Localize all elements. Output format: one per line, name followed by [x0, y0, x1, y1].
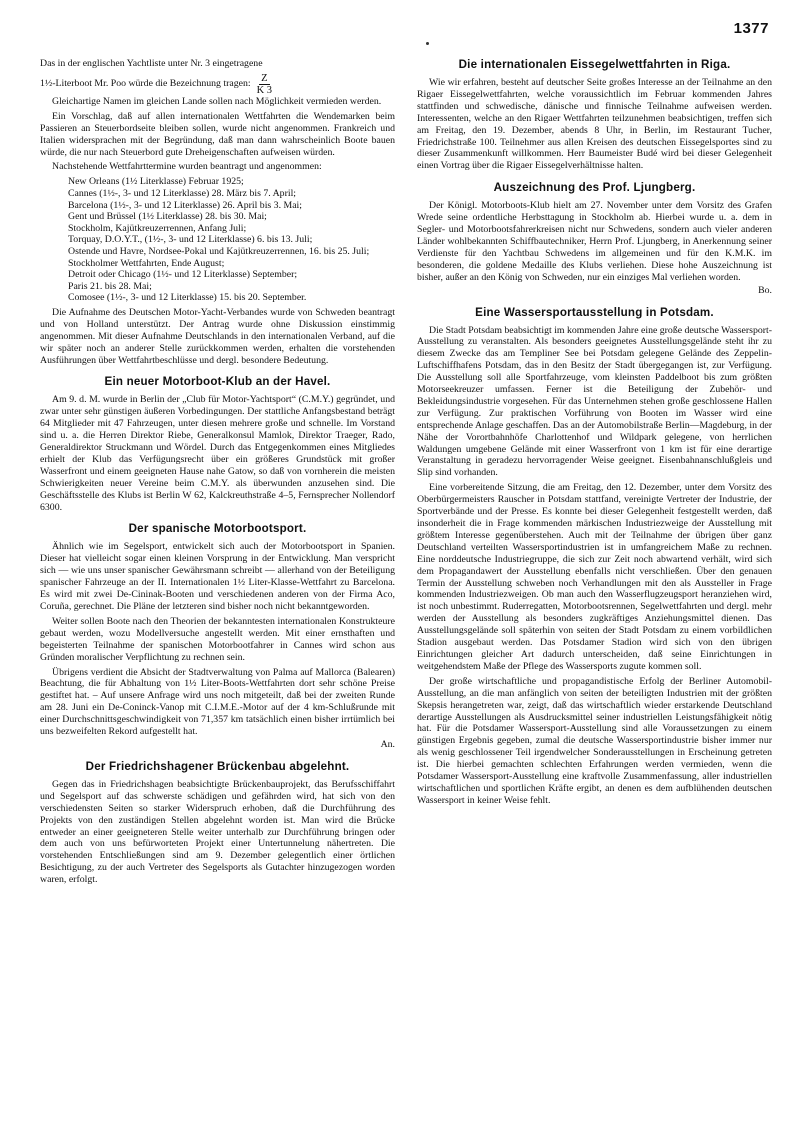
intro-paragraph-3: Ein Vorschlag, daß auf allen internationalen Wettfahrten die Wendemarken beim Passieren an Steuerbordseite bleiben sollen, wurde nicht angenommen. Frankreich und Italien widersprachen mit der Begründung, daß man dann wahrscheinlich Boote bauen würde, die nur nach Steuerbord gute Dreheigenschaften aufweisen würden.	[40, 110, 395, 158]
intro-paragraph-1: Das in der englischen Yachtliste unter Nr. 3 eingetragene	[40, 58, 263, 69]
race-date-item: New Orleans (1½ Literklasse) Februar 1925;	[68, 176, 244, 188]
spanish-paragraph-2: Weiter sollen Boote nach den Theorien der bekanntesten internationalen Konstrukteure gebaut werden, wozu Modellversuche angestellt werden. Mit einer ernsthaften und begeisterten Teilnahme der spanischen Motorbootfahrer in Cannes wird schon aus Gründen moralischer Verpflichtung zu rechnen sein.	[40, 615, 395, 663]
potsdam-paragraph-3: Der große wirtschaftliche und propagandistische Erfolg der Berliner Automobil-Ausstellung, an die man anfänglich von seiten der beteiligten Industrien mit der größten Skepsis herangetreten war, zeigt, daß das wirtschaftlich wieder erstarkende Deutschland derartige Ausstellungen als Ausdrucksmittel seiner industriellen Leistungsfähigkeit nötig hat. Für die Potsdamer Wassersport-Ausstellung sind alle Voraussetzungen zu einem günstigen Ergebnis gegeben, zumal die deutsche Wassersportindustrie bisher immer nur als wenig geschlossener Teil irgendwelcher Sonderausstellungen in Erscheinung getreten ist. Die hierbei gemachten schlechten Erfahrungen werden vermieden, wenn die Potsdamer Wassersport-Ausstellung eine kraftvolle Zusammenfassung, aller industriellen wirtschaftlichen und sportlichen Kräfte ergibt, an denen es dem aufblühenden deutschen Wassersport in keiner Weise fehlt.	[417, 675, 772, 806]
print-mark	[426, 42, 429, 45]
potsdam-paragraph-2: Eine vorbereitende Sitzung, die am Freitag, den 12. Dezember, unter dem Vorsitz des Oberbürgermeisters Rauscher in Potsdam stattfand, vereinigte Vertreter der Industrie, der Sportverbände und der Presse. Es konnte bei dieser Gelegenheit festgestellt werden, daß insonderheit die in Frage kommenden märkischen Industriezweige der Ausstellung mit größtem Interesse gegenüberstehen. Auch mit der Teilnahme der übrigen über ganz Deutschland verteilten Wassersportindustrien ist in umfangreichem Maße zu rechnen. Eine norddeutsche Industriegruppe, die sich zur Zeit noch abwartend verhält, wird sich dem Propagandawert der Ausstellung ebenfalls nicht verschließen. Über den genauen Termin der Ausstellung schweben noch Verhandlungen mit den als Aussteller in Frage kommenden Industriezweigen. Ob man auch den Wasserflugzeugsport heranziehen wird, ist noch unbestimmt. Ruderregatten, Motorbootsrennen, Segelwettfahrten und dergl. mehr werden der Ausstellung als besonders zugkräftiges Anziehungsmittel dienen. Das Ausstellungsgelände soll späterhin von seiten der Stadt Potsdam zu einem vorbildlichen Stadion ausgebaut werden. Das Potsdamer Stadion wird sich von den übrigen Einrichtungen gleicher Art dadurch unterscheiden, daß seine Einrichtungen in weitgehendstem Maße der Pflege des Wassersports zugute kommen soll.	[417, 482, 772, 672]
intro-paragraph-5: Die Aufnahme des Deutschen Motor-Yacht-Verbandes wurde von Schweden beantragt und von Holland unterstützt. Der Antrag wurde ohne Diskussion einstimmig angenommen. Mit dieser Aufnahme Deutschlands in den internationalen Verband, auf die wir später noch an anderer Stelle zurückkommen werden, erhalten die vorstehenden Ausführungen über Wettfahrtbeschlüsse und dergl. besondere Bedeutung.	[40, 306, 395, 366]
designation-text: 1½-Literboot Mr. Poo würde die Bezeichnung tragen:	[40, 78, 251, 90]
ljungberg-paragraph: Der Königl. Motorboots-Klub hielt am 27. November unter dem Vorsitz des Grafen Wrede seine ordentliche Herbsttagung in Stockholm ab. Hierbei wurde u. a. dem in Segler- und Motorbootsfahrerkreisen nicht nur Schwedens, sondern auch vieler anderen Länder wohlbekannten Schiffbautechniker, Herrn Prof. Ljungberg, in Anerkennung seiner Verdienste für den Yachtbau Schwedens im allgemeinen und für den K.M.K. im besonderen, die goldene Medaille des Klubs verliehen. Diese hohe Auszeichnung ist bisher, außer an den König von Schweden, nur ein einziges Mal verliehen worden.	[417, 200, 772, 283]
race-date-item: Stockholm, Kajütkreuzerrennen, Anfang Juli;	[68, 222, 247, 234]
page-number: 1377	[733, 20, 769, 37]
fraction-denominator: K 3	[256, 84, 273, 96]
havel-paragraph: Am 9. d. M. wurde in Berlin der „Club für Motor-Yachtsport“ (C.M.Y.) gegründet, und zwar unter sehr günstigen äußeren Vorbedingungen. Der stattliche Anfangsbestand beträgt 64 Mitglieder mit 47 Fahrzeugen, unter diesen mehrere große und schnelle. Im Vorstand sind u. a. die Herren Direktor Riebe, Generalkonsul Mamlok, Direktor Traeger, Rado, Generaldirektor Struckmann und Wördel. Durch das Entgegenkommen eines Mitgliedes erhielt der Klub das Verfügungsrecht über ein größeres Grundstück mit großer Wasserfront und einem geeigneten Hause nahe Gatow, so daß von vornherein die meisten Schwierigkeiten neuer Vereine beim C.M.Y. als überwunden anzusehen sind. Die Geschäftsstelle des Klubs ist Berlin W 62, Kalckreuthstraße 4–5, Fernsprecher Nollendorf 6300.	[40, 394, 395, 513]
intro-paragraph-4: Nachstehende Wettfahrttermine wurden beantragt und angenommen:	[52, 161, 322, 173]
ljungberg-signature: Bo.	[758, 284, 772, 296]
havel-heading: Ein neuer Motorboot-Klub an der Havel.	[104, 375, 331, 389]
race-date-item: Detroit oder Chicago (1½- und 12 Literklasse) September;	[68, 269, 298, 281]
spanish-paragraph-1: Ähnlich wie im Segelsport, entwickelt sich auch der Motorbootsport in Spanien. Dieser hat vielleicht sogar einen kleinen Vorsprung in der Entwicklung. Man verspricht sich — wie uns unser spanischer Gewährsmann schreibt — allerhand von der Beteiligung spanischer Fahrzeuge an der II. Internationalen 1½ Liter-Klasse-Wettfahrt zu Barcelona. Es wird mit zwei De-Cininak-Booten und verschiedenen anderen von der Firma Aco, Coruña, gerechnet. Die Pläne der letzteren sind bisher noch nicht bekanntgeworden.	[40, 541, 395, 612]
fraction-numerator: Z	[261, 72, 268, 84]
race-date-item: Cannes (1½-, 3- und 12 Literklasse) 28. März bis 7. April;	[68, 187, 297, 199]
spanish-paragraph-3: Übrigens verdient die Absicht der Stadtverwaltung von Palma auf Mallorca (Balearen) Beachtung, die für Abhaltung von 1½ Liter-Boots-Wettfahrten dort sehr schöne Preise gestiftet hat. – Auf unsere Anfrage wird uns noch mitgeteilt, daß bei der zweiten Runde am 28. Juni ein De-Coninck-Vanop mit C.I.M.E.-Motor auf der 4 km-Schlußrunde mit einer Durchschnittsgeschwindigkeit von 71,357 km tatsächlich einen bisher irrtümlich bei uns bezweifelten Rekord aufgestellt hat.	[40, 666, 395, 738]
race-date-item: Comosee (1½-, 3- und 12 Literklasse) 15. bis 20. September.	[68, 292, 307, 304]
race-date-item: Torquay, D.O.Y.T., (1½-, 3- und 12 Literklasse) 6. bis 13. Juli;	[68, 234, 313, 246]
race-date-item: Stockholmer Wettfahrten, Ende August;	[68, 257, 225, 269]
left-column	[40, 58, 395, 889]
ljungberg-heading: Auszeichnung des Prof. Ljungberg.	[493, 181, 696, 195]
race-date-item: Paris 21. bis 28. Mai;	[68, 280, 152, 292]
intro-paragraph-2: Gleichartige Namen im gleichen Lande sollen nach Möglichkeit vermieden werden.	[52, 95, 382, 107]
race-date-item: Ostende und Havre, Nordsee-Pokal und Kajütkreuzerrennen, 16. bis 25. Juli;	[68, 245, 370, 257]
potsdam-paragraph-1: Die Stadt Potsdam beabsichtigt im kommenden Jahre eine große deutsche Wassersport-Ausstellung zu veranstalten. Als besonders geeignetes Ausstellungsgelände steht ihr zu diesem Zwecke das am Templiner See bei Potsdam gelegene Gelände des Zeppelin-Luftschiffhafens Potsdam, das in den Besitz der Stadt übergegangen ist, zur Verfügung. Die Ausstellung soll alle Sportfahrzeuge, vom kleinsten Paddelboot bis zum größten Motorseekreuzer umfassen. Ferner ist die Beteiligung der Zubehör- und Bekleidungsindustrie vorgesehen. Für das Unternehmen stehen große geschlossene Hallen zur Verfügung. Zur praktischen Vorführung von Booten im Wasser wird eine entsprechende Anlage geschaffen. Das an der Automobilstraße Berlin—Magdeburg, in der Nähe der Vorortbahnhöfe Charlottenhof und Wildpark gelegene, von herrlichen Waldungen umgebene Gelände mit einer Wasserfront von 1 km ist für eine derartige Veranstaltung in geradezu hervorragender Weise geeignet. Eisenbahnanschlußgleis und Slip sind vorhanden.	[417, 324, 772, 479]
spanish-signature: An.	[380, 738, 395, 750]
designation-fraction	[255, 73, 274, 96]
race-date-item: Gent und Brüssel (1½ Literklasse) 28. bis 30. Mai;	[68, 211, 267, 223]
spanish-heading: Der spanische Motorbootsport.	[128, 522, 307, 536]
bridge-heading: Der Friedrichshagener Brückenbau abgelehnt.	[85, 759, 350, 773]
class-designation-line	[40, 73, 395, 96]
riga-paragraph: Wie wir erfahren, besteht auf deutscher Seite großes Interesse an der Teilnahme an den Rigaer Eissegelwettfahrten, welche voraussichtlich im Februar kommenden Jahres stattfinden und schwedische, dänische und finnische Teilnahme aufweisen werden. Interessenten, welche an den Rigaer Wettfahrten teilzunehmen beabsichtigen, treffen sich am Freitag, den 19. Dezember, abends 8 Uhr, in Berlin, im Restaurant Tucher, Friedrichstraße 100. Teilnehmer aus allen Kreisen des deutschen Eissegelsportes sind zu dieser Zusammenkunft willkommen. Herr Baumeister Budé wird bei dieser Gelegenheit einen Vortrag über die Rigaer Eissegelverhältnisse halten.	[417, 77, 772, 172]
riga-heading: Die internationalen Eissegelwettfahrten in Riga.	[458, 58, 731, 71]
race-dates-list	[68, 176, 395, 304]
bridge-paragraph: Gegen das in Friedrichshagen beabsichtigte Brückenbauprojekt, das Berufsschiffahrt und Segelsport auf das schwerste schädigen und gefährden wird, hat sich von den verschiedensten Seiten so starker Widerspruch erhoben, daß die Durchführung des Projekts von den zuständigen Stellen abgelehnt worden ist. Man wird die Brücke entweder an einer geeigneteren Stelle weiter unterhalb zur Durchführung bringen oder dem auch von uns befürworteten Projekt einer Untertunnelung nähertreten. Die vorstehenden Entschließungen sind am 9. Dezember gelegentlich einer örtlichen Besichtigung, zu der auch Vertreter des Segelsports als Gutachter hinzugezogen worden waren, erfolgt.	[40, 778, 395, 886]
article-columns	[40, 58, 772, 889]
right-column	[417, 58, 772, 889]
race-date-item: Barcelona (1½-, 3- und 12 Literklasse) 26. April bis 3. Mai;	[68, 199, 302, 211]
potsdam-heading: Eine Wassersportausstellung in Potsdam.	[475, 305, 714, 319]
